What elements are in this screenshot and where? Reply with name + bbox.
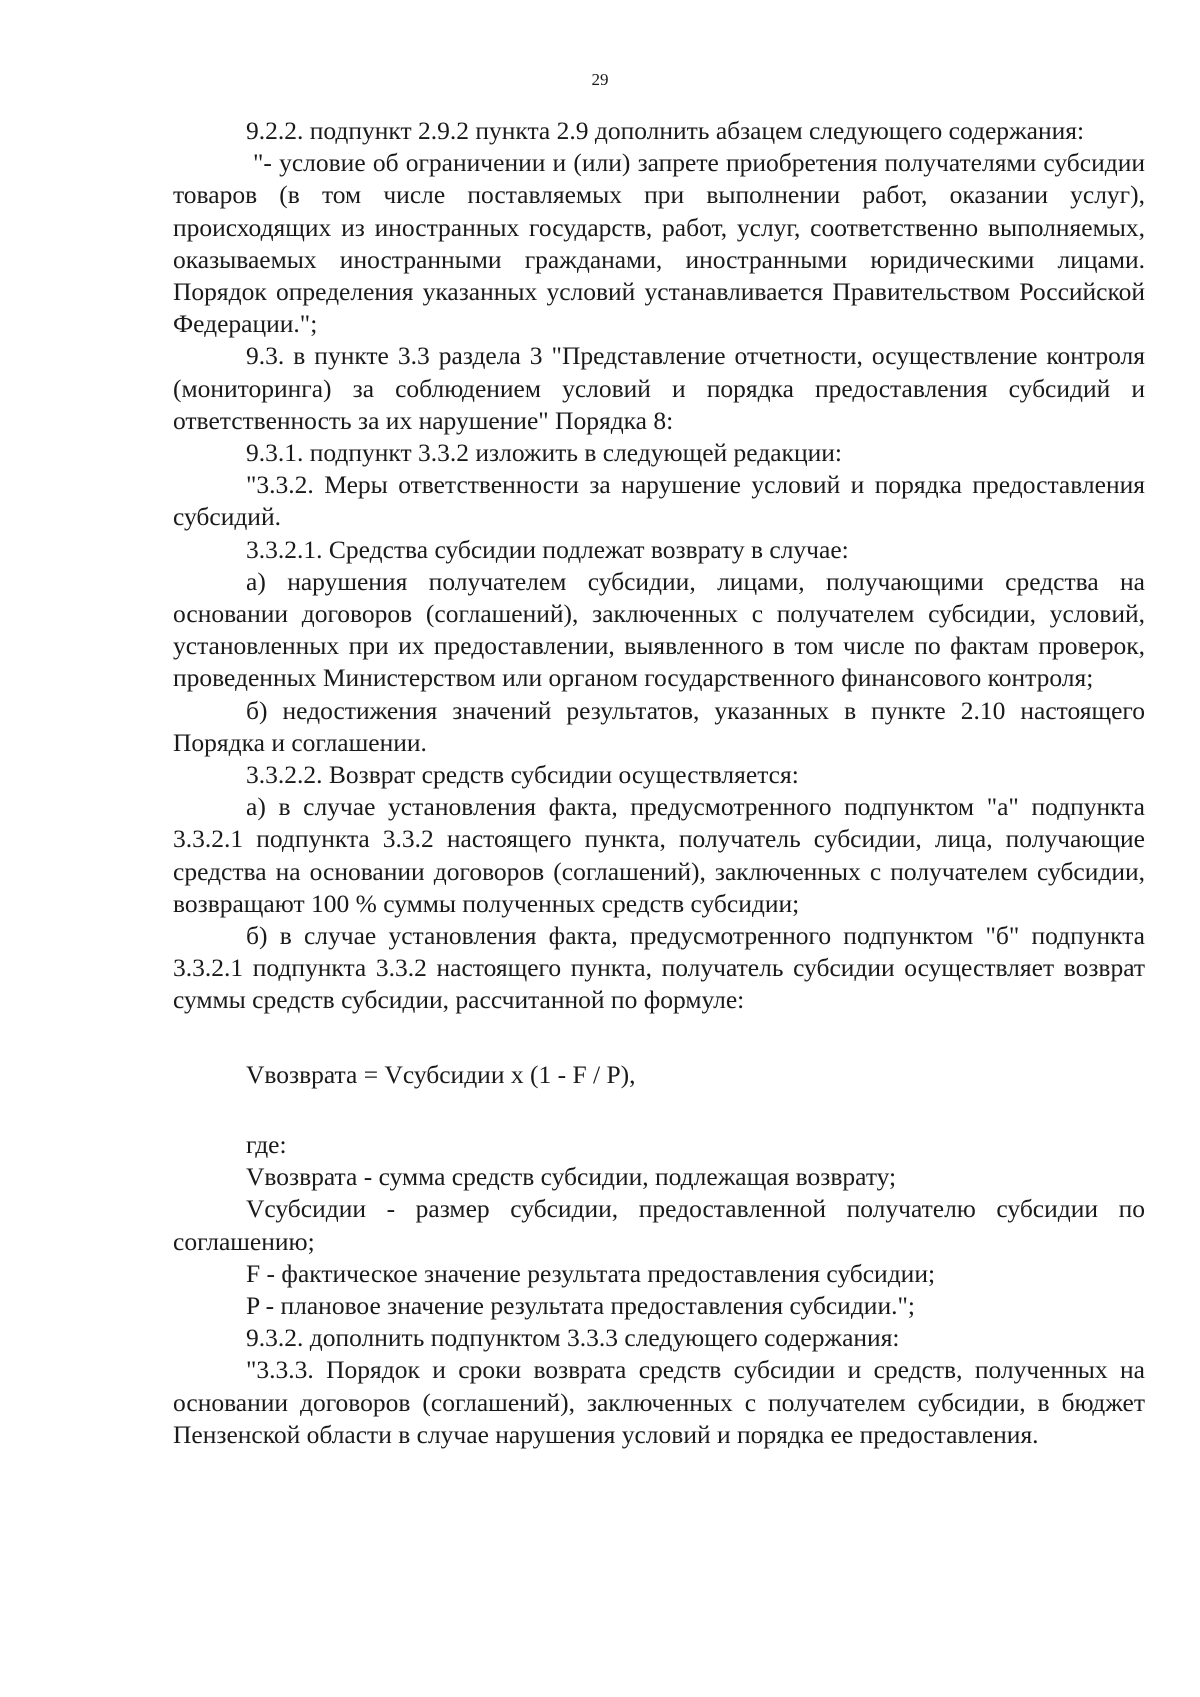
paragraph-9-3: 9.3. в пункте 3.3 раздела 3 "Представление отчетности, осуществление контроля (мониторинга) за соблюдением условий и порядка предоставления субсидий и ответственность за их нарушение" Порядка 8: bbox=[173, 341, 1145, 435]
spacer bbox=[173, 1017, 1145, 1059]
definition-p: P - плановое значение результата предоставления субсидии."; bbox=[246, 1290, 915, 1320]
paragraph-3-3-2-2: 3.3.2.2. Возврат средств субсидии осуществляется: bbox=[246, 760, 799, 790]
paragraph-3-3-2-1: 3.3.2.1. Средства субсидии подлежат возврату в случае: bbox=[246, 534, 849, 564]
paragraph-item-b: б) недостижения значений результатов, указанных в пункте 2.10 настоящего Порядка и соглашении. bbox=[173, 695, 1145, 757]
page-number: 29 bbox=[591, 70, 609, 89]
definition-v-subsidy: Vсубсидии - размер субсидии, предоставленной получателю субсидии по соглашению; bbox=[173, 1194, 1145, 1256]
paragraph-return-a: а) в случае установления факта, предусмотренного подпунктом "а" подпункта 3.3.2.1 подпункта 3.3.2 настоящего пункта, получатель субсидии, лица, получающие средства на основании договоров (соглашений), заключенных с получателем субсидии, возвращают 100 % суммы полученных средств субсидии; bbox=[173, 792, 1145, 918]
paragraph-9-3-2: 9.3.2. дополнить подпунктом 3.3.3 следующего содержания: bbox=[246, 1323, 900, 1353]
spacer bbox=[173, 1091, 1145, 1129]
paragraph-quoted-condition: "- условие об ограничении и (или) запрете приобретения получателями субсидии товаров (в том числе поставляемых при выполнении работ, оказании услуг), происходящих из иностранных государств, работ, услуг, соответственно выполняемых, оказываемых иностранными гражданами, иностранными юридическими лицами. Порядок определения указанных условий устанавливается Правительством Российской Федерации."; bbox=[173, 148, 1145, 339]
formula: Vвозврата = Vсубсидии x (1 - F / P), bbox=[246, 1059, 636, 1089]
document-body bbox=[173, 115, 1145, 1451]
paragraph-9-2-2: 9.2.2. подпункт 2.9.2 пункта 2.9 дополнить абзацем следующего содержания: bbox=[246, 116, 1085, 145]
paragraph-return-b: б) в случае установления факта, предусмотренного подпунктом "б" подпункта 3.3.2.1 подпункта 3.3.2 настоящего пункта, получатель субсидии осуществляет возврат суммы средств субсидии, рассчитанной по формуле: bbox=[173, 921, 1145, 1015]
paragraph-9-3-1: 9.3.1. подпункт 3.3.2 изложить в следующей редакции: bbox=[246, 438, 842, 468]
where-label: где: bbox=[246, 1129, 287, 1159]
definition-f: F - фактическое значение результата предоставления субсидии; bbox=[246, 1258, 936, 1288]
paragraph-3-3-3: "3.3.3. Порядок и сроки возврата средств субсидии и средств, полученных на основании договоров (соглашений), заключенных с получателем субсидии, в бюджет Пензенской области в случае нарушения условий и порядка ее предоставления. bbox=[173, 1355, 1145, 1449]
definition-v-return: Vвозврата - сумма средств субсидии, подлежащая возврату; bbox=[246, 1162, 897, 1192]
paragraph-3-3-2: "3.3.2. Меры ответственности за нарушение условий и порядка предоставления субсидий. bbox=[173, 470, 1145, 532]
paragraph-item-a: а) нарушения получателем субсидии, лицами, получающими средства на основании договоров (соглашений), заключенных с получателем субсидии, условий, установленных при их предоставлении, выявленного в том числе по фактам проверок, проведенных Министерством или органом государственного финансового контроля; bbox=[173, 566, 1145, 693]
